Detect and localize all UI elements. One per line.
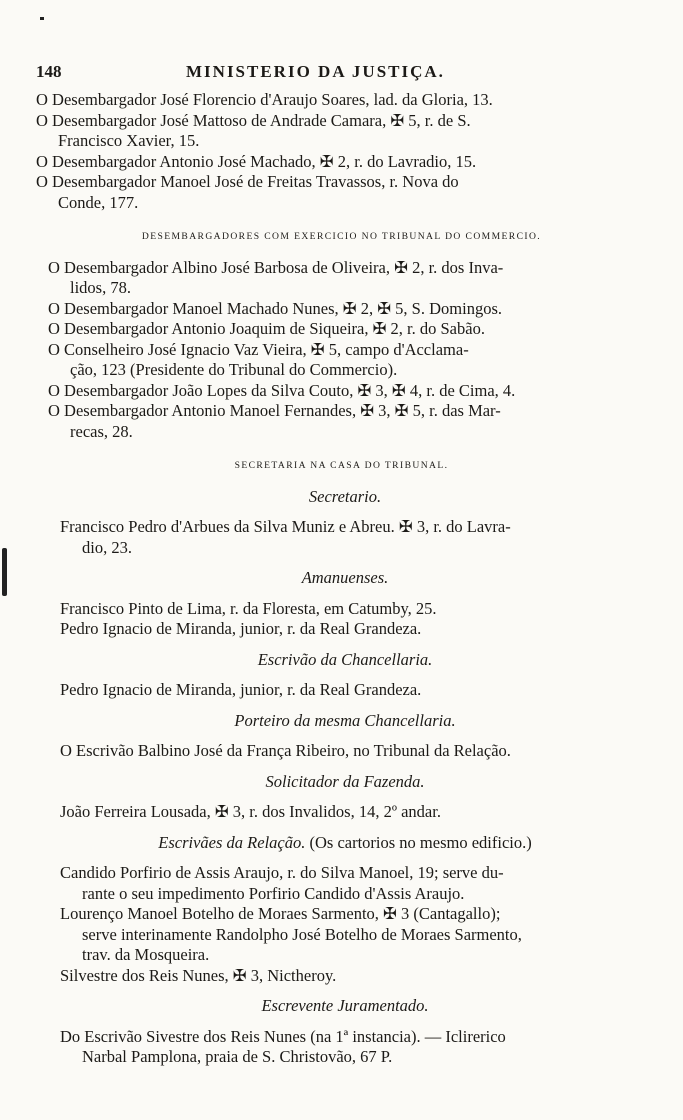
subheading-secretario: Secretario.: [308, 486, 382, 506]
subheading-escrivao: Escrivão da Chancellaria.: [257, 649, 433, 669]
entry-line: dio, 23.: [82, 537, 132, 557]
subheading-escrivaes: Escrivães da Relação.: [158, 832, 306, 852]
entry-line: lidos, 78.: [70, 278, 131, 297]
entry-line: trav. da Mosqueira.: [82, 945, 210, 964]
entry-line: O Desembargador João Lopes da Silva Couto, ✠ 3, ✠ 4, r. de Cima, 4.: [48, 380, 516, 400]
subheading-amanuenses: Amanuenses.: [301, 568, 389, 587]
ink-speck: [40, 17, 44, 20]
entry-line: Lourenço Manoel Botelho de Moraes Sarmento, ✠ 3 (Cantagallo);: [60, 904, 501, 923]
escrivaes-note: (Os cartorios no mesmo edificio.): [309, 832, 532, 852]
entry-line: O Desembargador José Mattoso de Andrade Camara, ✠ 5, r. de S.: [36, 110, 471, 130]
entry-line: Francisco Pinto de Lima, r. da Floresta, em Catumby, 25.: [60, 598, 437, 618]
entry-line: O Conselheiro José Ignacio Vaz Vieira, ✠ 5, campo d'Acclama-: [48, 339, 469, 359]
entry-line: O Escrivão Balbino José da França Ribeiro, no Tribunal da Relação.: [60, 741, 511, 760]
section-heading-secretaria: SECRETARIA NA CASA DO TRIBUNAL.: [234, 460, 449, 471]
entry-line: Francisco Pedro d'Arbues da Silva Muniz e Abreu. ✠ 3, r. do Lavra-: [60, 517, 511, 536]
entry-line: O Desembargador Antonio Manoel Fernandes, ✠ 3, ✠ 5, r. das Mar-: [48, 401, 501, 420]
page-number: 148: [36, 62, 62, 81]
entry-line: Candido Porfirio de Assis Araujo, r. do Silva Manoel, 19; serve du-: [60, 863, 504, 882]
entry-line: rante o seu impedimento Porfirio Candido d'Assis Araujo.: [82, 883, 465, 903]
entry-line: Pedro Ignacio de Miranda, junior, r. da Real Grandeza.: [60, 680, 422, 699]
entry-line: Narbal Pamplona, praia de S. Christovão, 67 P.: [82, 1047, 393, 1066]
entry-line: ção, 123 (Presidente do Tribunal do Commercio).: [70, 360, 398, 379]
entry-line: Francisco Xavier, 15.: [58, 131, 200, 150]
running-title: MINISTERIO DA JUSTIÇA.: [186, 62, 445, 81]
section-heading-commercio: DESEMBARGADORES COM EXERCICIO NO TRIBUNAL DO COMMERCIO.: [141, 231, 542, 242]
entry-line: recas, 28.: [70, 421, 133, 441]
entry-line: O Desembargador Antonio José Machado, ✠ 2, r. do Lavradio, 15.: [36, 151, 477, 171]
entry-line: O Desembargador Antonio Joaquim de Siqueira, ✠ 2, r. do Sabão.: [48, 319, 485, 338]
entry-line: O Desembargador Manoel José de Freitas Travassos, r. Nova do: [36, 172, 459, 191]
entry-line: serve interinamente Randolpho José Botelho de Moraes Sarmento,: [82, 924, 522, 944]
commercio-list: [0, 258, 623, 443]
entry-line: Pedro Ignacio de Miranda, junior, r. da Real Grandeza.: [60, 619, 422, 638]
page-content: [0, 90, 683, 1068]
subheading-solicitador: Solicitador da Fazenda.: [265, 771, 425, 791]
entry-line: Do Escrivão Sivestre dos Reis Nunes (na 1ª instancia). — Iclirerico: [60, 1026, 506, 1046]
entry-line: O Desembargador José Florencio d'Araujo Soares, lad. da Gloria, 13.: [36, 90, 493, 109]
desembargadores-list: [0, 90, 626, 213]
entry-line: Silvestre dos Reis Nunes, ✠ 3, Nictheroy.: [60, 965, 337, 985]
subheading-porteiro: Porteiro da mesma Chancellaria.: [234, 710, 456, 730]
subheading-escrivaes-row: [60, 833, 630, 854]
entry-line: O Desembargador Albino José Barbosa de Oliveira, ✠ 2, r. dos Inva-: [48, 257, 504, 277]
page-header: [36, 62, 636, 84]
secretaria-section: [0, 487, 630, 1068]
entry-line: Conde, 177.: [58, 192, 139, 212]
entry-line: João Ferreira Lousada, ✠ 3, r. dos Invalidos, 14, 2º andar.: [60, 802, 441, 821]
entry-line: O Desembargador Manoel Machado Nunes, ✠ 2, ✠ 5, S. Domingos.: [48, 298, 502, 318]
subheading-juramentado: Escrevente Juramentado.: [261, 996, 429, 1015]
